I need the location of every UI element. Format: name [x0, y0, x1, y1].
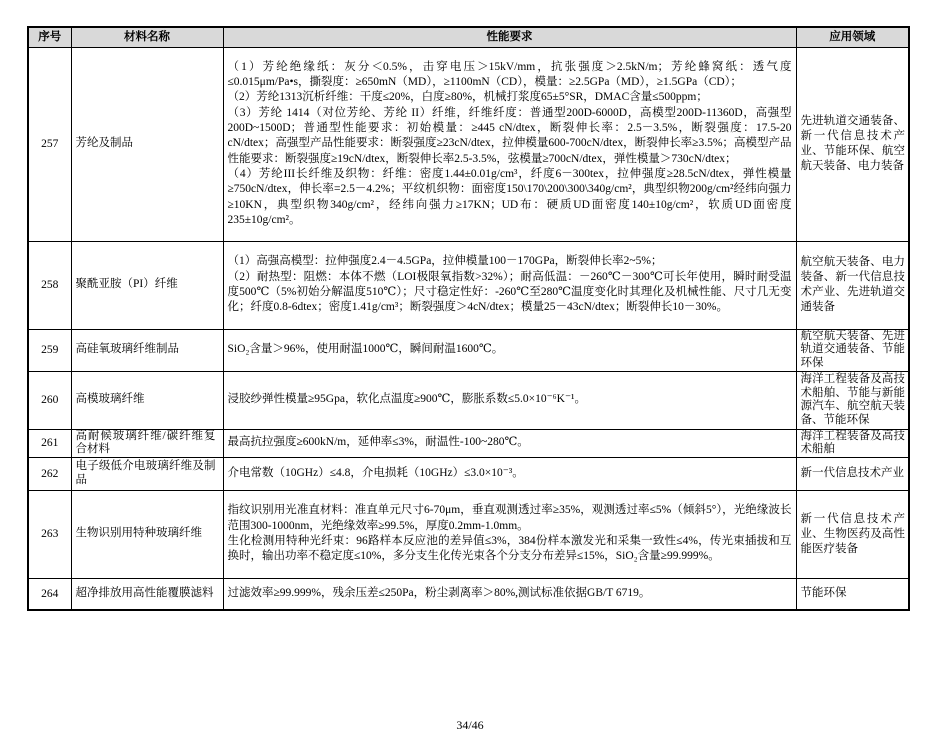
table-row: [28, 457, 909, 490]
table-row: [28, 429, 909, 457]
table-row: [28, 47, 909, 241]
application-field-cell: 新一代信息技术产业、生物医药及高性能医疗装备: [796, 490, 909, 578]
requirement-item: 指纹识别用光准直材料：准直单元尺寸6-70μm，垂直观测透过率≥35%，观测透过率≤5%（倾斜5°），光绝缘波长范围300-1000nm，光绝缘效率≥99.5%，厚度0.2mm-1.0mm。: [227, 504, 792, 532]
requirement-item: （4）芳纶III长纤维及织物：纤维：密度1.44±0.01g/cm³，纤度6－300tex，拉伸强度≥28.5cN/dtex，弹性模量≥750cN/dtex，伸长率=2.5－4.2%；平纹机织物：面密度150\170\200\300\340g/cm²，典型织物200g/cm²经纬向强力≥10KN，典型织物340g/cm²，经纬向强力≥17KN；UD布：硬质UD面密度140±10g/cm²，软质UD面密度235±10g/cm²。: [227, 167, 792, 226]
serial-number-cell: 259: [28, 329, 71, 371]
material-name-cell: 高模玻璃纤维: [71, 371, 223, 429]
material-name-cell: 聚酰亚胺（PI）纤维: [71, 241, 223, 329]
requirements-cell: [223, 490, 796, 578]
requirements-cell: [223, 329, 796, 371]
requirements-cell: [223, 578, 796, 610]
document-page: [27, 26, 908, 611]
application-field-cell: 先进轨道交通装备、新一代信息技术产业、节能环保、航空航天装备、电力装备: [796, 47, 909, 241]
serial-number-cell: 257: [28, 47, 71, 241]
requirement-item: 过滤效率≥99.999%，残余压差≤250Pa，粉尘剥离率＞80%,测试标准依据GB/T 6719。: [227, 587, 651, 600]
serial-number-cell: 263: [28, 490, 71, 578]
serial-number-cell: 264: [28, 578, 71, 610]
requirement-item: 浸胶纱弹性模量≥95Gpa，软化点温度≥900℃，膨胀系数≤5.0×10⁻⁶K⁻¹。: [227, 393, 586, 406]
table-row: [28, 241, 909, 329]
materials-table: [27, 26, 910, 611]
application-field-cell: 新一代信息技术产业: [796, 457, 909, 490]
material-name-cell: 超净排放用高性能覆膜滤料: [71, 578, 223, 610]
table-header-row: [28, 27, 909, 47]
requirement-item: （2）耐热型：阻燃：本体不燃（LOI极限氧指数>32%）；耐高低温：－260℃－300℃可长年使用，瞬时耐受温度500℃（5%初始分解温度510℃）；尺寸稳定性好：-260℃至280℃温度变化时其理化及机械性能、尺寸几无变化；纤度0.8-6dtex；密度1.41g/cm³；断裂强度＞4cN/dtex；模量25－43cN/dtex；断裂伸长10－30%。: [227, 270, 792, 314]
material-name-cell: 高硅氧玻璃纤维制品: [71, 329, 223, 371]
requirement-item: （1）芳纶绝缘纸：灰分＜0.5%，击穿电压＞15kV/mm，抗张强度＞2.5kN/m；芳纶蜂窝纸：透气度≤0.015μm/Pa•s，撕裂度：≥650mN（MD），≥1100mN（CD），模量：≥2.5GPa（MD），≥1.5GPa（CD）；: [227, 60, 792, 89]
requirements-cell: [223, 47, 796, 241]
application-field-cell: 航空航天装备、电力装备、新一代信息技术产业、先进轨道交通装备: [796, 241, 909, 329]
requirement-item: 介电常数（10GHz）≤4.8，介电损耗（10GHz）≤3.0×10⁻³。: [227, 466, 524, 479]
material-name-cell: 电子级低介电玻璃纤维及制品: [71, 457, 223, 490]
application-field-cell: 节能环保: [796, 578, 909, 610]
requirements-cell: [223, 371, 796, 429]
requirement-item: 最高抗拉强度≥600kN/m，延伸率≤3%，耐温性-100~280℃。: [227, 436, 529, 449]
table-row: [28, 329, 909, 371]
table-row: [28, 371, 909, 429]
requirements-cell: [223, 457, 796, 490]
requirement-item: （2）芳纶1313沉析纤维：干度≤20%，白度≥80%，机械打浆度65±5°SR，DMAC含量≤500ppm；: [227, 91, 708, 104]
header-material-name: 材料名称: [71, 27, 223, 47]
material-name-cell: 高耐候玻璃纤维/碳纤维复合材料: [71, 429, 223, 457]
table-row: [28, 578, 909, 610]
serial-number-cell: 258: [28, 241, 71, 329]
requirement-item: 生化检测用特种光纤束：96路样本反应池的差异值≤3%，384份样本激发光和采集一致性≤4%，传光束插拔和互换时，输出功率不稳定度≤10%，多分支生化传光束各个分支分布差异≤15%，SiO₂含量≥99.999%。: [227, 535, 792, 563]
requirement-item: （1）高强高模型：拉伸强度2.4－4.5GPa，拉伸模量100－170GPa，断裂伸长率2~5%；: [227, 255, 663, 268]
table-row: [28, 490, 909, 578]
serial-number-cell: 261: [28, 429, 71, 457]
requirements-cell: [223, 241, 796, 329]
material-name-cell: 生物识别用特种玻璃纤维: [71, 490, 223, 578]
application-field-cell: 海洋工程装备及高技术船舶、节能与新能源汽车、航空航天装备、节能环保: [796, 371, 909, 429]
header-performance-requirements: 性能要求: [223, 27, 796, 47]
requirement-item: SiO₂含量＞96%，使用耐温1000℃，瞬间耐温1600℃。: [227, 343, 504, 356]
requirements-cell: [223, 429, 796, 457]
serial-number-cell: 260: [28, 371, 71, 429]
serial-number-cell: 262: [28, 457, 71, 490]
application-field-cell: 海洋工程装备及高技术船舶: [796, 429, 909, 457]
material-name-cell: 芳纶及制品: [71, 47, 223, 241]
application-field-cell: 航空航天装备、先进轨道交通装备、节能环保: [796, 329, 909, 371]
header-serial-number: 序号: [28, 27, 71, 47]
header-application-field: 应用领域: [796, 27, 909, 47]
requirement-item: （3）芳纶 1414（对位芳纶、芳纶 II）纤维，纤维纤度：普通型200D-6000D，高模型200D-11360D，高强型200D~1500D；普通型性能要求：初始模量：≥445 cN/dtex，断裂伸长率：2.5－3.5%，断裂强度：17.5-20 cN/dtex；高强型产品性能要求：断裂强度≥23cN/dtex，拉伸模量600-700cN/dtex，断裂伸长率≥3.5%；高模型产品性能要求：断裂强度≥19cN/dtex，断裂伸长率2.5-3.5%，弦模量≥700cN/dtex，弹性模量＞730cN/dtex；: [227, 106, 792, 165]
page-number: 34/46: [456, 718, 484, 732]
